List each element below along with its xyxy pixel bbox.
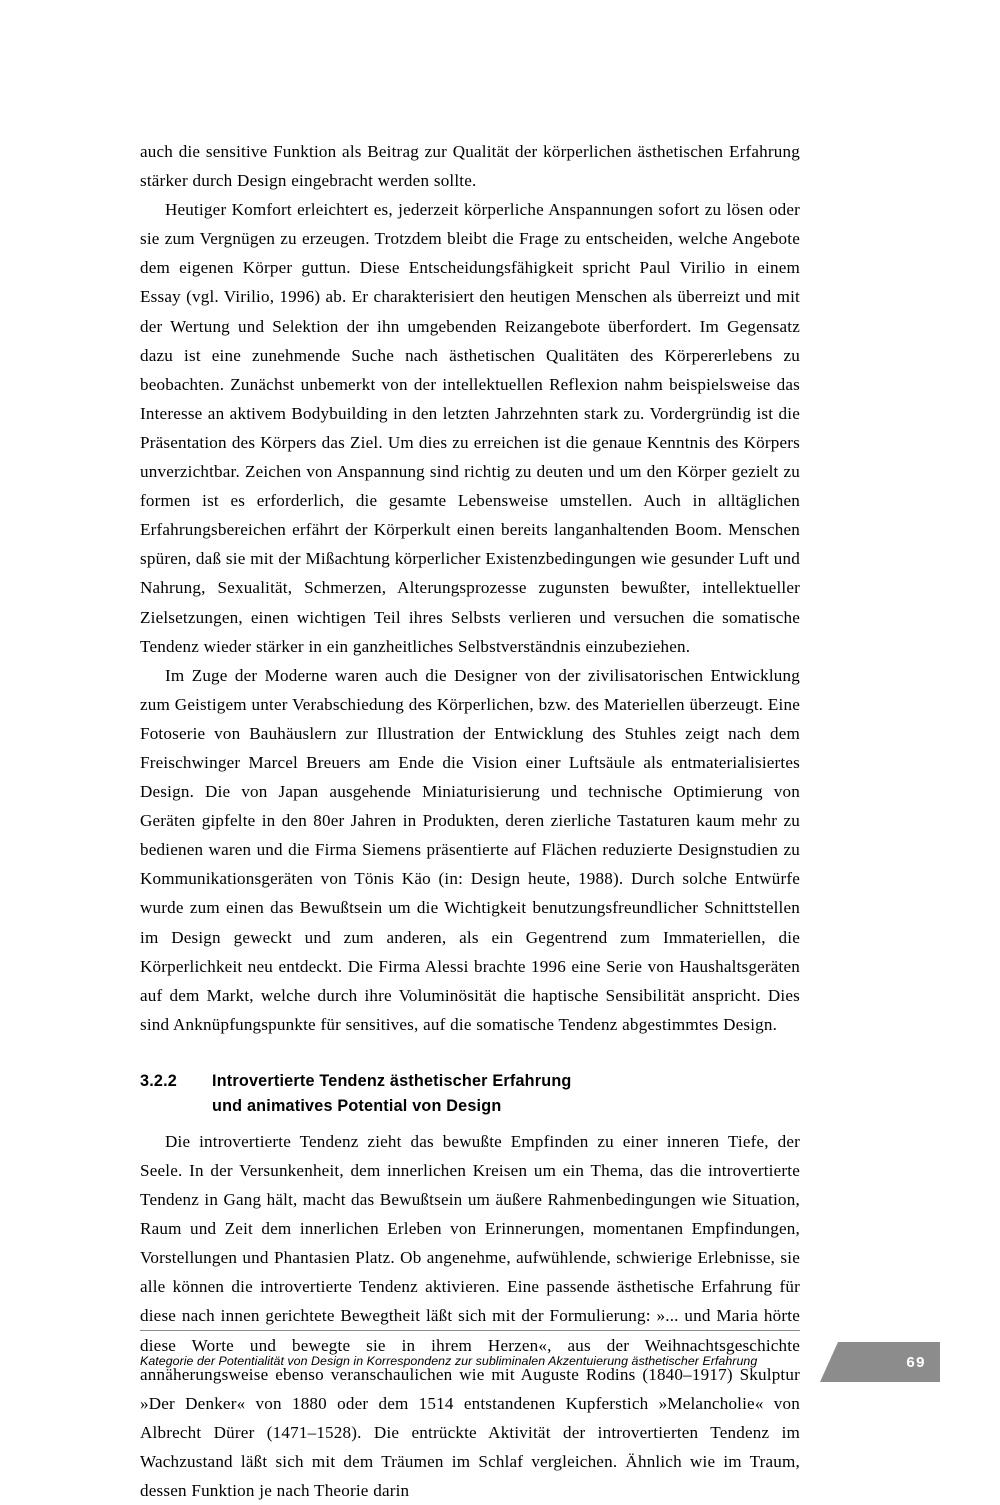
paragraph: auch die sensitive Funktion als Beitrag zur Qualität der körperlichen ästhetischen Erfahrung stärker durch Design eingebracht werden sollte. <box>140 142 800 191</box>
section-title-line2: und animatives Potential von Design <box>212 1096 502 1115</box>
footer-running-title: Kategorie der Potentialität von Design in Korrespondenz zur subliminalen Akzentuierung ästhetischer Erfahrung <box>140 1354 758 1368</box>
section-title <box>212 1069 800 1119</box>
paragraph: Heutiger Komfort erleichtert es, jederzeit körperliche Anspannungen sofort zu lösen oder sie zum Vergnügen zu erzeugen. Trotzdem bleibt die Frage zu entscheiden, welche Angebote dem eigenen Körper guttun. Diese Entscheidungsfähigkeit spricht Paul Virilio in einem Essay (vgl. Virilio, 1996) ab. Er charakterisiert den heutigen Menschen als überreizt und mit der Wertung und Selektion der ihn umgebenden Reizangebote überfordert. Im Gegensatz dazu ist eine zunehmende Suche nach ästhetischen Qualitäten des Körpererlebens zu beobachten. Zunächst unbemerkt von der intellektuellen Reflexion nahm beispielsweise das Interesse an aktivem Bodybuilding in den letzten Jahrzehnten stark zu. Vordergründig ist die Präsentation des Körpers das Ziel. Um dies zu erreichen ist die genaue Kenntnis des Körpers unverzichtbar. Zeichen von Anspannung sind richtig zu deuten und um den Körper gezielt zu formen ist es erforderlich, die gesamte Lebensweise umstellen. Auch in alltäglichen Erfahrungsbereichen erfährt der Körperkult einen bereits langanhaltenden Boom. Menschen spüren, daß sie mit der Mißachtung körperlicher Existenzbedingungen wie gesunder Luft und Nahrung, Sexualität, Schmerzen, Alterungsprozesse zugunsten bewußter, intellektueller Zielsetzungen, einen wichtigen Teil ihres Selbsts verlieren und versuchen die somatische Tendenz wieder stärker in ein ganzheitliches Selbstverständnis einzubeziehen. <box>140 200 800 656</box>
paragraph: Die introvertierte Tendenz zieht das bewußte Empfinden zu einer inneren Tiefe, der Seele. In der Versunkenheit, dem innerlichen Kreisen um ein Thema, das die introvertierte Tendenz in Gang hält, macht das Bewußtsein um äußere Rahmenbedingungen wie Situation, Raum und Zeit dem innerlichen Erleben von Erinnerungen, momentanen Empfindungen, Vorstellungen und Phantasien Platz. Ob angenehme, aufwühlende, schwierige Erlebnisse, sie alle können die introvertierte Tendenz aktivieren. Eine passende ästhetische Erfahrung für diese nach innen gerichtete Bewegtheit läßt sich mit der Formulierung: »... und Maria hörte diese Worte und bewegte sie in ihrem Herzen«, aus der Weihnachtsgeschichte annäherungsweise ebenso veranschaulichen wie mit Auguste Rodins (1840–1917) Skulptur »Der Denker« von 1880 oder dem 1514 entstandenen Kupferstich »Melancholie« von Albrecht Dürer (1471–1528). Die entrückte Aktivität der introvertierten Tendenz im Wachzustand läßt sich mit dem Träumen im Schlaf vergleichen. Ähnlich wie im Traum, dessen Funktion je nach Theorie darin <box>140 1131 800 1501</box>
section-number: 3.2.2 <box>140 1071 178 1090</box>
page-number: 69 <box>906 1353 926 1371</box>
section-heading <box>140 1069 800 1119</box>
section-title-line1: Introvertierte Tendenz ästhetischer Erfahrung <box>212 1071 572 1090</box>
page-number-tab <box>820 1342 940 1382</box>
page-footer <box>0 1330 1000 1376</box>
page-content <box>140 137 800 1505</box>
paragraph: Im Zuge der Moderne waren auch die Designer von der zivilisatorischen Entwicklung zum Geistigem unter Verabschiedung des Körperlichen, bzw. des Materiellen überzeugt. Eine Fotoserie von Bauhäuslern zur Illustration der Entwicklung des Stuhles zeigt nach dem Freischwinger Marcel Breuers am Ende die Vision einer Luftsäule als entmaterialisiertes Design. Die von Japan ausgehende Miniaturisierung und technische Optimierung von Geräten gipfelte in den 80er Jahren in Produkten, deren zierliche Tastaturen kaum mehr zu bedienen waren und die Firma Siemens präsentierte auf Flächen reduzierte Designstudien zu Kommunikationsgeräten von Tönis Käo (in: Design heute, 1988). Durch solche Entwürfe wurde zum einen das Bewußtsein um die Wichtigkeit benutzungsfreundlicher Schnittstellen im Design geweckt und zum anderen, als ein Gegentrend zum Immateriellen, die Körperlichkeit neu entdeckt. Die Firma Alessi brachte 1996 eine Serie von Haushaltsgeräten auf dem Markt, welche durch ihre Voluminösität die haptische Sensibilität anspricht. Dies sind Anknüpfungspunkte für sensitives, auf die somatische Tendenz abgestimmtes Design. <box>140 665 800 1034</box>
footer-divider <box>140 1330 800 1331</box>
